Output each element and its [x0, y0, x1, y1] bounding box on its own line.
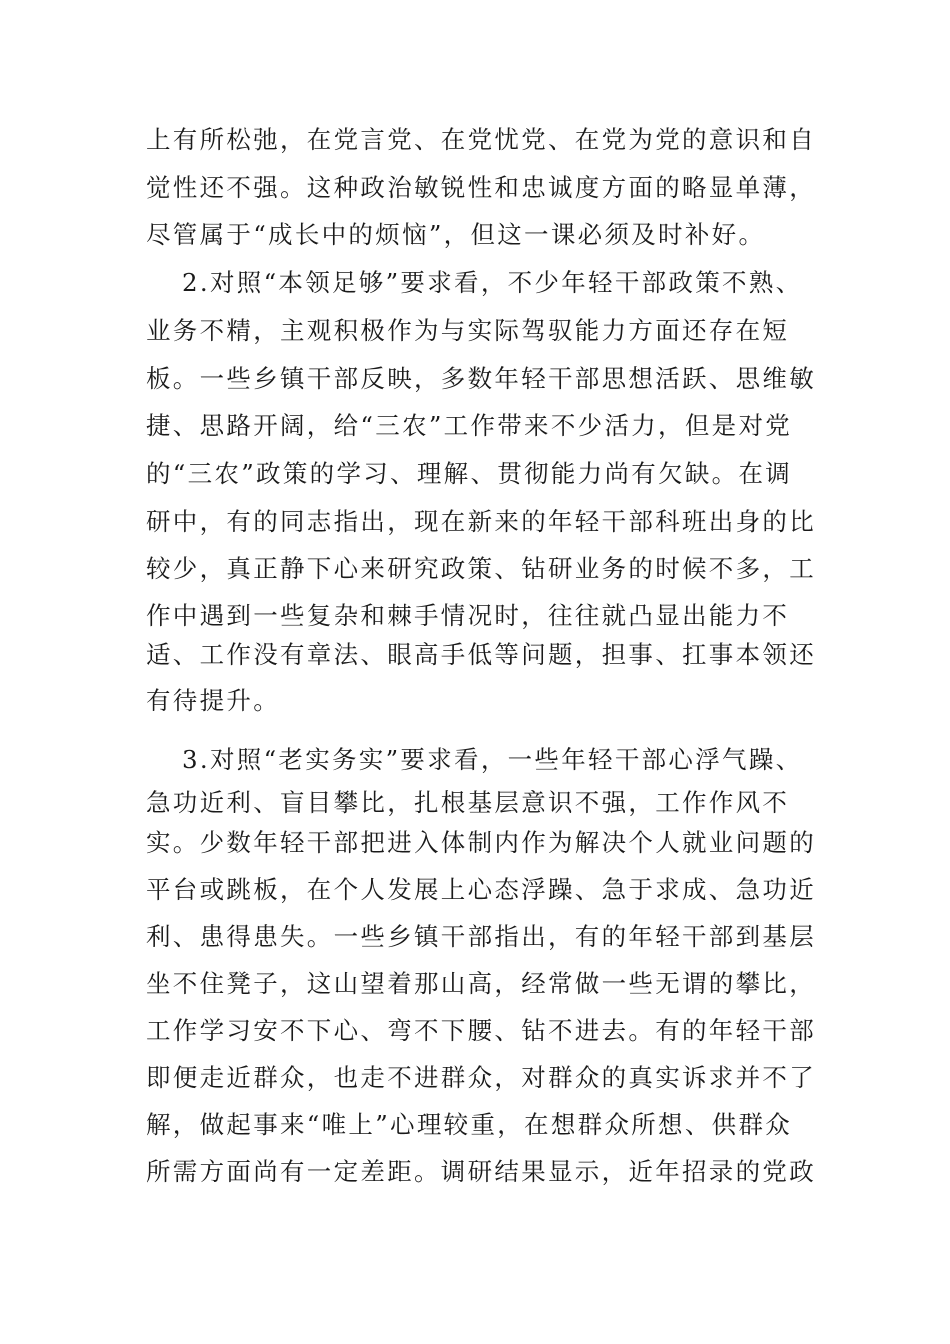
- paragraph-line: 有待提升。: [146, 686, 280, 715]
- paragraph-line: 业务不精，主观积极作为与实际驾驭能力方面还存在短: [146, 316, 790, 345]
- paragraph-line: 坐不住凳子，这山望着那山高，经常做一些无谓的攀比，: [146, 969, 816, 998]
- paragraph-line: 较少，真正静下心来研究政策、钻研业务的时候不多，工: [146, 554, 816, 583]
- paragraph-line: 3.对照“老实务实”要求看，一些年轻干部心浮气躁、: [182, 745, 803, 774]
- paragraph-line: 尽管属于“成长中的烦恼”，但这一课必须及时补好。: [146, 220, 766, 249]
- paragraph-line: 板。一些乡镇干部反映，多数年轻干部思想活跃、思维敏: [146, 364, 816, 393]
- paragraph-line: 2.对照“本领足够”要求看，不少年轻干部政策不熟、: [182, 268, 803, 297]
- paragraph-line: 作中遇到一些复杂和棘手情况时，往往就凸显出能力不: [146, 601, 790, 630]
- paragraph-line: 平台或跳板，在个人发展上心态浮躁、急于求成、急功近: [146, 875, 816, 904]
- paragraph-line: 解，做起事来“唯上”心理较重，在想群众所想、供群众: [146, 1110, 793, 1139]
- paragraph-line: 觉性还不强。这种政治敏锐性和忠诚度方面的略显单薄，: [146, 173, 816, 202]
- paragraph-line: 工作学习安不下心、弯不下腰、钻不进去。有的年轻干部: [146, 1016, 816, 1045]
- paragraph-line: 所需方面尚有一定差距。调研结果显示，近年招录的党政: [146, 1157, 816, 1186]
- paragraph-line: 研中，有的同志指出，现在新来的年轻干部科班出身的比: [146, 507, 816, 536]
- paragraph-line: 急功近利、盲目攀比，扎根基层意识不强，工作作风不: [146, 788, 790, 817]
- paragraph-line: 即便走近群众，也走不进群众，对群众的真实诉求并不了: [146, 1063, 816, 1092]
- paragraph-line: 适、工作没有章法、眼高手低等问题，担事、扛事本领还: [146, 640, 816, 669]
- paragraph-line: 捷、思路开阔，给“三农”工作带来不少活力，但是对党: [146, 411, 793, 440]
- paragraph-line: 实。少数年轻干部把进入体制内作为解决个人就业问题的: [146, 828, 816, 857]
- paragraph-line: 的“三农”政策的学习、理解、贯彻能力尚有欠缺。在调: [146, 459, 793, 488]
- paragraph-line: 上有所松弛，在党言党、在党忧党、在党为党的意识和自: [146, 125, 816, 154]
- paragraph-line: 利、患得患失。一些乡镇干部指出，有的年轻干部到基层: [146, 922, 816, 951]
